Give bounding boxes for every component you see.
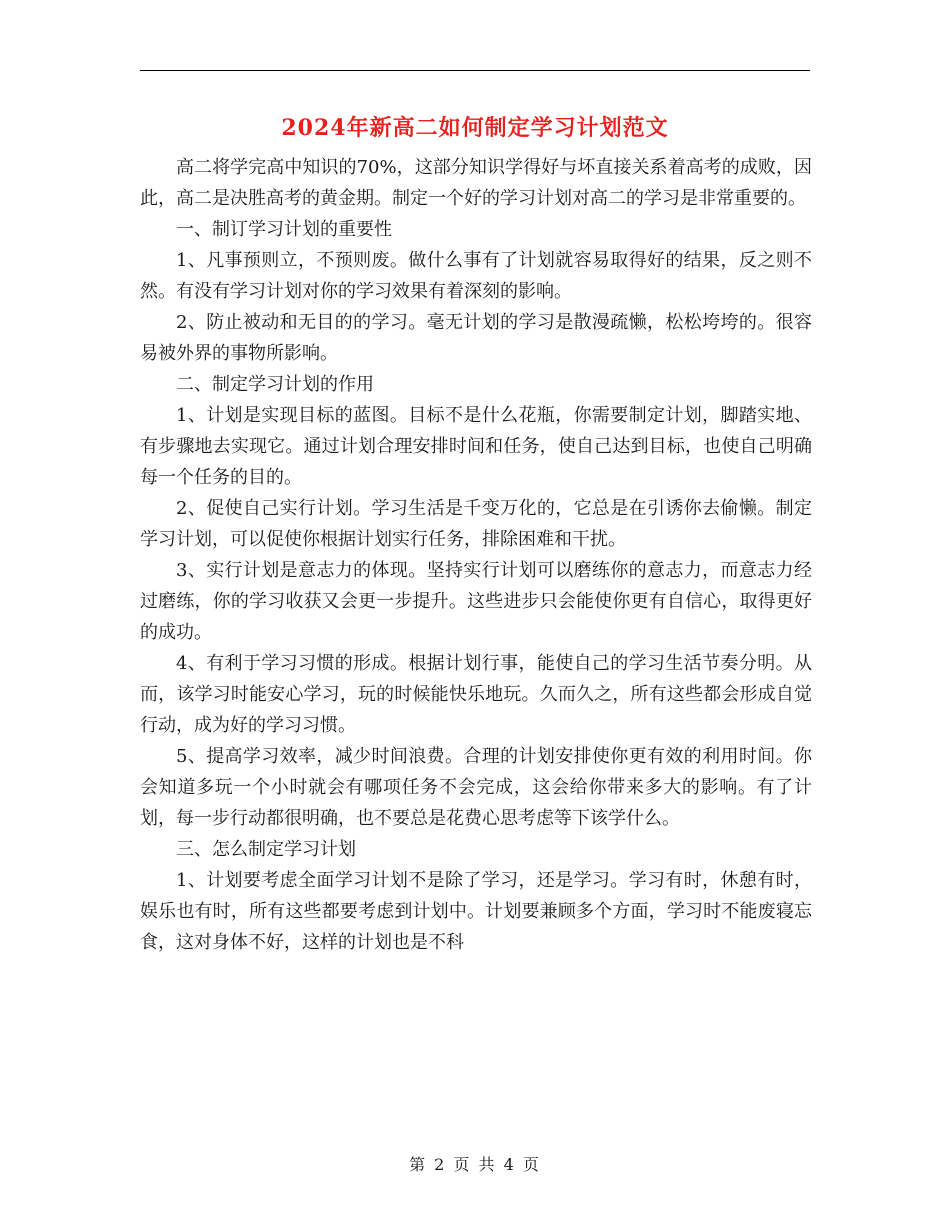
header-rule bbox=[140, 70, 810, 71]
document-title: 2024年新高二如何制定学习计划范文 bbox=[281, 115, 669, 141]
paragraph: 5、提高学习效率，减少时间浪费。合理的计划安排使你更有效的利用时间。你会知道多玩一个小时就会有哪项任务不会完成，这会给你带来多大的影响。有了计划，每一步行动都很明确，也不要总是花费心思考虑等下该学什么。 bbox=[140, 746, 812, 829]
page-number: 第 2 页 共 4 页 bbox=[409, 1155, 541, 1174]
paragraph: 4、有利于学习习惯的形成。根据计划行事，能使自己的学习生活节奏分明。从而，该学习时能安心学习，玩的时候能快乐地玩。久而久之，所有这些都会形成自觉行动，成为好的学习习惯。 bbox=[140, 653, 812, 736]
document-body bbox=[140, 152, 812, 958]
section-heading-3: 三、怎么制定学习计划 bbox=[176, 839, 356, 860]
paragraph-intro: 高二将学完高中知识的70%，这部分知识学得好与坏直接关系着高考的成败，因此，高二是决胜高考的黄金期。制定一个好的学习计划对高二的学习是非常重要的。 bbox=[140, 157, 812, 209]
paragraph: 1、凡事预则立，不预则废。做什么事有了计划就容易取得好的结果，反之则不然。有没有学习计划对你的学习效果有着深刻的影响。 bbox=[140, 250, 812, 302]
section-heading-2: 二、制定学习计划的作用 bbox=[176, 374, 374, 395]
paragraph: 1、计划要考虑全面学习计划不是除了学习，还是学习。学习有时，休憩有时，娱乐也有时，所有这些都要考虑到计划中。计划要兼顾多个方面，学习时不能废寝忘食，这对身体不好，这样的计划也是不科 bbox=[140, 870, 812, 953]
paragraph: 1、计划是实现目标的蓝图。目标不是什么花瓶，你需要制定计划，脚踏实地、有步骤地去实现它。通过计划合理安排时间和任务，使自己达到目标，也使自己明确每一个任务的目的。 bbox=[140, 405, 812, 488]
paragraph: 3、实行计划是意志力的体现。坚持实行计划可以磨练你的意志力，而意志力经过磨练，你的学习收获又会更一步提升。这些进步只会能使你更有自信心，取得更好的成功。 bbox=[140, 560, 812, 643]
paragraph: 2、促使自己实行计划。学习生活是千变万化的，它总是在引诱你去偷懒。制定学习计划，可以促使你根据计划实行任务，排除困难和干扰。 bbox=[140, 498, 812, 550]
paragraph: 2、防止被动和无目的的学习。毫无计划的学习是散漫疏懒，松松垮垮的。很容易被外界的事物所影响。 bbox=[140, 312, 812, 364]
section-heading-1: 一、制订学习计划的重要性 bbox=[176, 219, 392, 240]
